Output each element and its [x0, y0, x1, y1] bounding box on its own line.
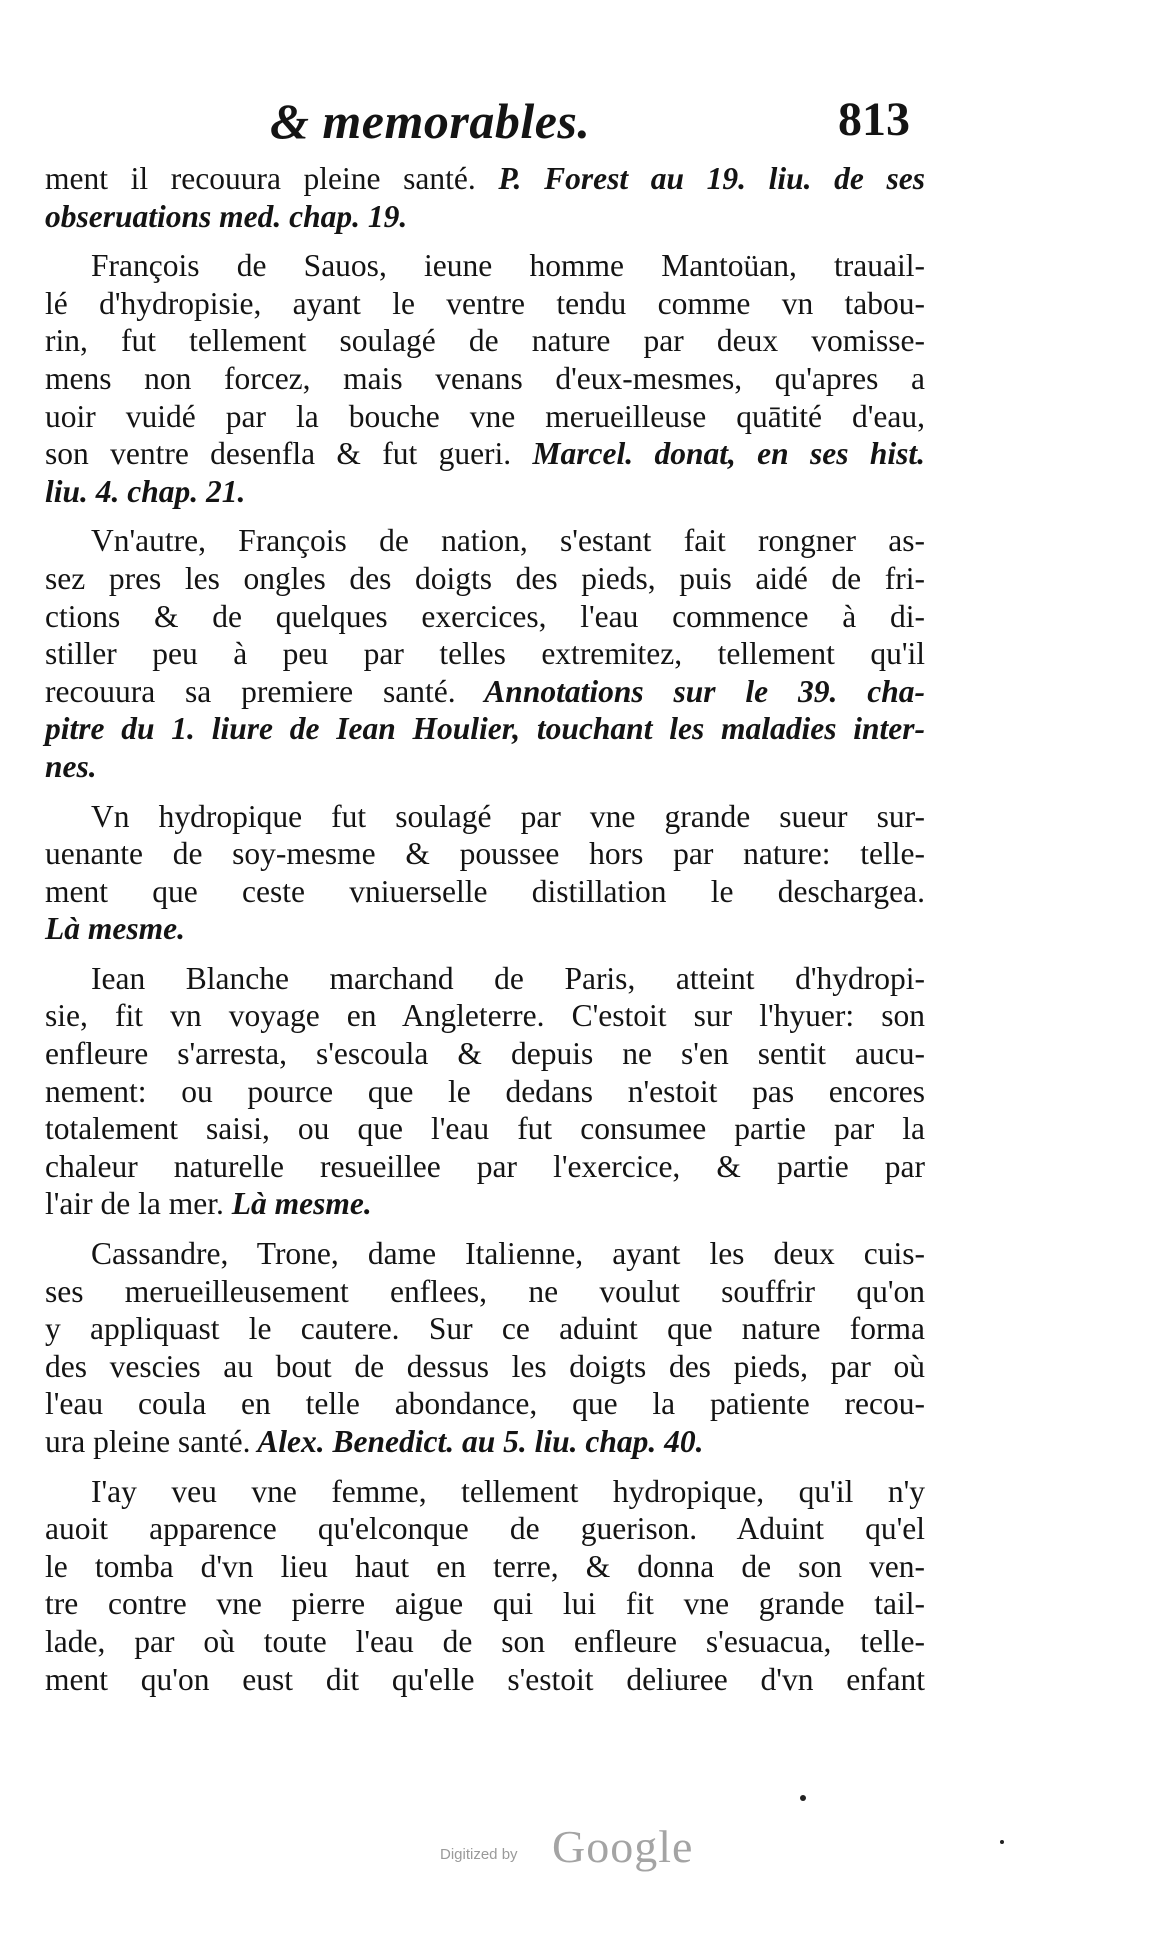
text-line — [45, 1073, 925, 1111]
line-text: y appliquast le cautere. Sur ce aduint que nature forma — [45, 1311, 925, 1347]
line-text: des vescies au bout de dessus les doigts des pieds, par où — [45, 1348, 925, 1384]
line-text: l'air de la mer. — [45, 1186, 224, 1222]
line-text: Vn'autre, François de nation, s'estant fait rongner as- — [91, 523, 925, 559]
text-line — [45, 247, 925, 285]
citation-reference: Là mesme. — [223, 1186, 372, 1222]
line-text: nement: ou pource que le dedans n'estoit pas encores — [45, 1073, 925, 1109]
text-line — [45, 1623, 925, 1661]
line-text: mens non forcez, mais venans d'eux-mesmes, qu'apres a — [45, 360, 925, 396]
line-text: stiller peu à peu par telles extremitez, tellement qu'il — [45, 636, 925, 672]
text-line — [45, 598, 925, 636]
text-line — [45, 560, 925, 598]
line-text: l'eau coula en telle abondance, que la patiente recou- — [45, 1386, 925, 1422]
text-line — [45, 798, 925, 836]
google-logo: Google — [552, 1821, 694, 1872]
citation-reference: Là mesme. — [45, 911, 185, 947]
text-line — [45, 285, 925, 323]
text-line — [45, 1235, 925, 1273]
citation-reference: nes. — [45, 748, 97, 784]
page-header — [270, 92, 910, 152]
text-line — [45, 673, 925, 711]
digitized-watermark — [440, 1820, 720, 1880]
text-line — [45, 1661, 925, 1699]
line-text: le tomba d'vn lieu haut en terre, & donna de son ven- — [45, 1548, 925, 1584]
text-line — [45, 398, 925, 436]
line-text: recouura sa premiere santé. — [45, 673, 456, 709]
text-line — [45, 1473, 925, 1511]
line-text: Vn hydropique fut soulagé par vne grande sueur sur- — [91, 798, 925, 834]
citation-reference: Annotations sur le 39. cha- — [455, 673, 926, 709]
text-line — [45, 360, 925, 398]
line-text: lade, par où toute l'eau de son enfleure s'esuacua, telle- — [45, 1623, 925, 1659]
citation-reference: pitre du 1. liure de Iean Houlier, touchant les maladies inter- — [45, 711, 925, 747]
citation-reference: P. Forest au 19. liu. de ses — [475, 161, 925, 196]
line-text: François de Sauos, ieune homme Mantoüan, trauail- — [91, 248, 925, 284]
line-text: totalement saisi, ou que l'eau fut consumee partie par la — [45, 1111, 925, 1147]
paragraph-gap — [45, 1223, 925, 1235]
line-text: ment il recouura pleine santé. — [45, 161, 476, 196]
text-line — [45, 748, 925, 786]
text-line — [45, 473, 925, 511]
text-line — [45, 1185, 925, 1223]
citation-reference: obseruations med. chap. 19. — [45, 198, 408, 234]
text-line — [45, 910, 925, 948]
paragraph-gap — [45, 510, 925, 522]
text-line — [45, 435, 925, 473]
line-text: Cassandre, Trone, dame Italienne, ayant les deux cuis- — [91, 1236, 925, 1272]
text-line — [45, 1510, 925, 1548]
text-line — [45, 1035, 925, 1073]
line-text: chaleur naturelle resueillee par l'exercice, & partie par — [45, 1148, 925, 1184]
paragraph-gap — [45, 948, 925, 960]
line-text: ses merueilleusement enflees, ne voulut souffrir qu'on — [45, 1273, 925, 1309]
text-line — [45, 1148, 925, 1186]
text-line — [45, 710, 925, 748]
text-line — [45, 997, 925, 1035]
paragraph-gap — [45, 235, 925, 247]
line-text: sie, fit vn voyage en Angleterre. C'estoit sur l'hyuer: son — [45, 998, 925, 1034]
line-text: son ventre desenfla & fut gueri. — [45, 436, 512, 472]
line-text: ment qu'on eust dit qu'elle s'estoit deliuree d'vn enfant — [45, 1661, 925, 1697]
line-text: uenante de soy-mesme & poussee hors par nature: telle- — [45, 836, 925, 872]
line-text: ment que ceste vniuerselle distillation le deschargea. — [45, 873, 925, 909]
citation-reference: liu. 4. chap. 21. — [45, 473, 246, 509]
line-text: Iean Blanche marchand de Paris, atteint d'hydropi- — [91, 960, 925, 996]
text-line — [45, 1110, 925, 1148]
line-text: enfleure s'arresta, s'escoula & depuis ne s'en sentit aucu- — [45, 1036, 925, 1072]
text-line — [45, 1385, 925, 1423]
line-text: ura pleine santé. — [45, 1424, 251, 1459]
digitized-label: Digitized by — [440, 1846, 518, 1863]
text-line — [45, 960, 925, 998]
text-line — [45, 1348, 925, 1386]
text-line — [45, 1273, 925, 1311]
paragraph-gap — [45, 786, 925, 798]
text-line — [45, 1310, 925, 1348]
line-text: lé d'hydropisie, ayant le ventre tendu comme vn tabou- — [45, 285, 925, 321]
line-text: I'ay veu vne femme, tellement hydropique, qu'il n'y — [91, 1473, 925, 1509]
text-line — [45, 1423, 925, 1461]
text-line — [45, 635, 925, 673]
text-line — [45, 322, 925, 360]
text-line — [45, 1585, 925, 1623]
text-line — [45, 198, 925, 236]
ink-speck — [800, 1795, 806, 1801]
citation-reference: Marcel. donat, en ses hist. — [511, 436, 925, 472]
text-line — [45, 522, 925, 560]
text-line — [45, 873, 925, 911]
line-text: tre contre vne pierre aigue qui lui fit vne grande tail- — [45, 1586, 925, 1622]
text-line — [45, 160, 925, 198]
line-text: sez pres les ongles des doigts des pieds, puis aidé de fri- — [45, 560, 925, 596]
body-text — [45, 160, 925, 1698]
citation-reference: Alex. Benedict. au 5. liu. chap. 40. — [250, 1424, 704, 1459]
page-number: 813 — [838, 93, 910, 146]
ink-speck — [1000, 1840, 1004, 1844]
text-line — [45, 1548, 925, 1586]
line-text: auoit apparence qu'elconque de guerison. Aduint qu'el — [45, 1511, 925, 1547]
running-title: & memorables. — [270, 93, 591, 149]
line-text: rin, fut tellement soulagé de nature par deux vomisse- — [45, 323, 925, 359]
paragraph-gap — [45, 1461, 925, 1473]
line-text: ctions & de quelques exercices, l'eau commence à di- — [45, 598, 925, 634]
text-line — [45, 835, 925, 873]
line-text: uoir vuidé par la bouche vne merueilleuse quātité d'eau, — [45, 398, 925, 434]
